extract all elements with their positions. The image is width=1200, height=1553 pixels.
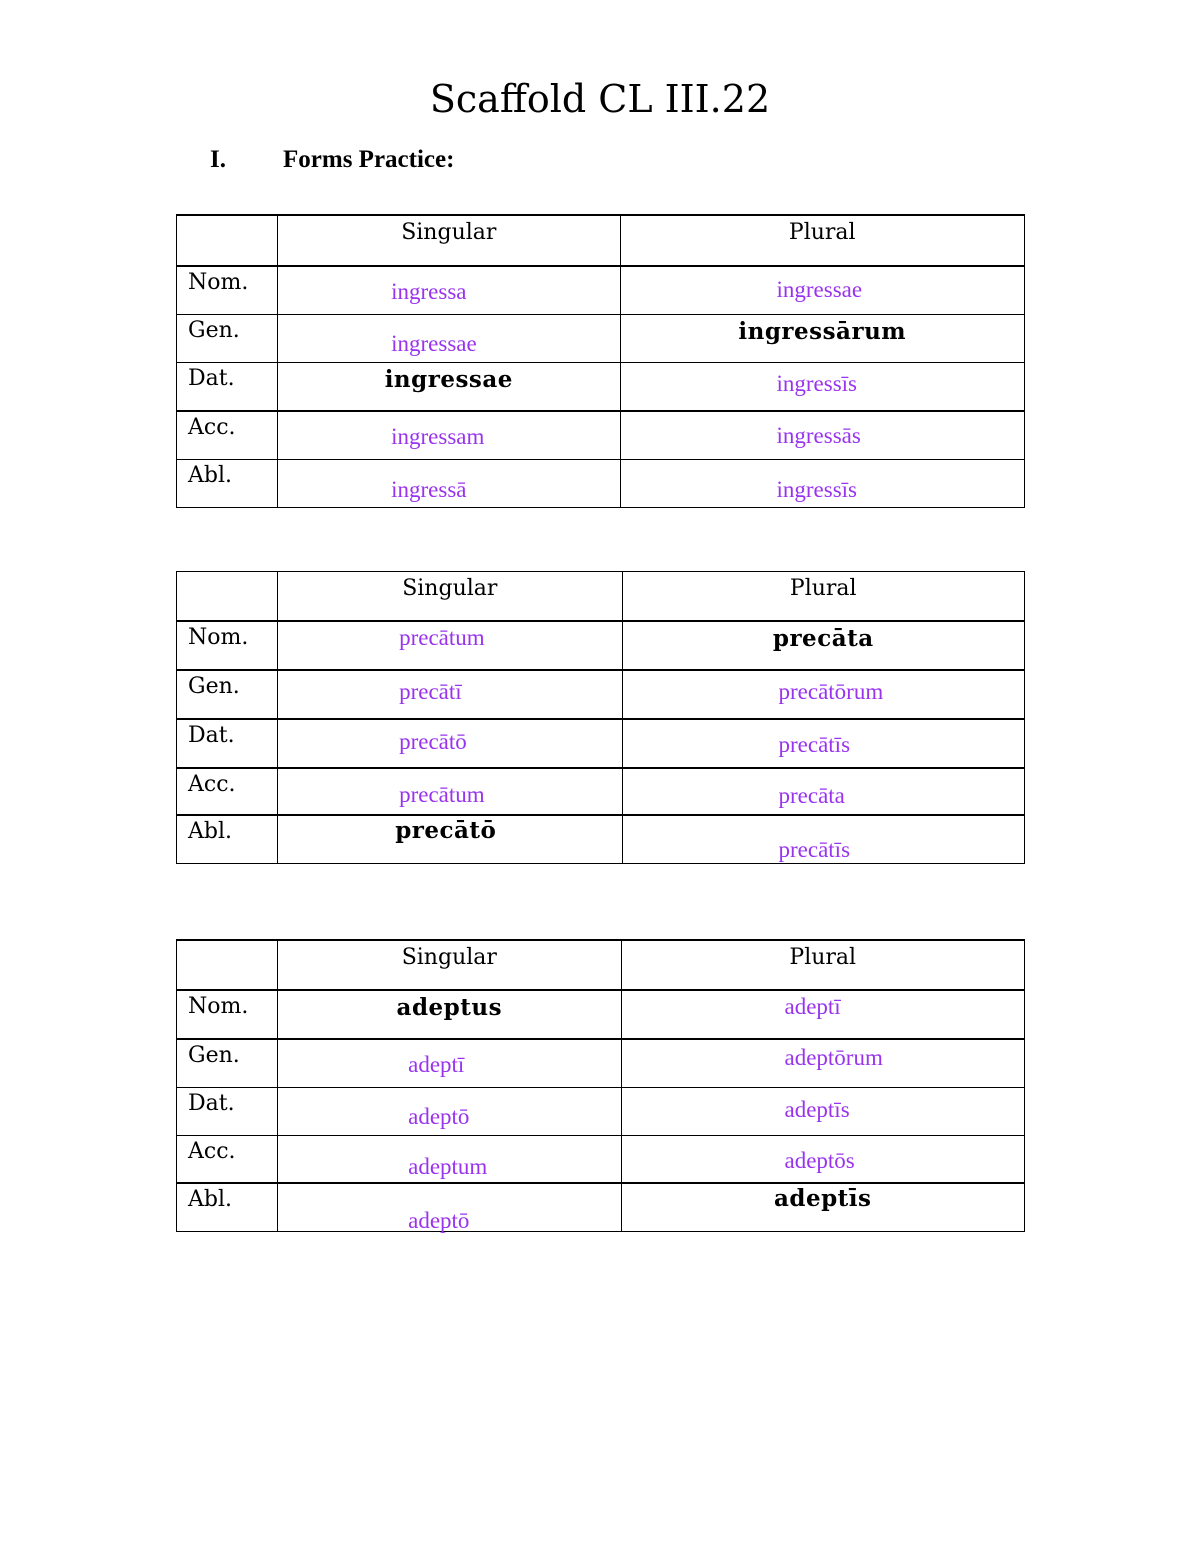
header-singular: Singular: [401, 220, 497, 245]
given-form: adeptus: [396, 994, 503, 1021]
table-row: [177, 1088, 1025, 1136]
form-cell: [278, 1039, 621, 1088]
section-numeral: I.: [210, 146, 226, 173]
header-plural: Plural: [788, 220, 856, 245]
case-label: Abl.: [188, 1187, 232, 1212]
form-cell: [278, 990, 621, 1039]
answer-form: adeptō: [408, 1208, 470, 1233]
given-form: ingressārum: [738, 318, 907, 345]
case-label: Abl.: [188, 463, 232, 488]
given-form: adeptīs: [773, 1185, 872, 1212]
page-title: Scaffold CL III.22: [429, 77, 771, 121]
form-cell: [278, 363, 620, 412]
case-cell: [177, 1183, 278, 1232]
answer-form: precātum: [399, 782, 485, 807]
case-cell: [177, 768, 278, 815]
form-cell: [278, 460, 620, 508]
form-cell: [278, 621, 622, 670]
case-label: Acc.: [188, 772, 236, 797]
answer-form: precātōrum: [778, 679, 884, 704]
form-cell: [278, 1088, 621, 1136]
answer-form: adeptī: [784, 994, 841, 1019]
answer-form: adeptō: [408, 1104, 470, 1129]
answer-form: ingressās: [776, 423, 861, 448]
table-row: [177, 719, 1025, 768]
answer-form: precātīs: [778, 837, 851, 862]
case-label: Dat.: [188, 723, 235, 748]
case-cell: [177, 1039, 278, 1088]
form-cell: [620, 411, 1025, 460]
answer-form: precāta: [778, 783, 845, 808]
header-cell: [278, 572, 622, 622]
header-cell: [622, 572, 1025, 622]
given-form: precātō: [395, 817, 497, 844]
table-header-row: [177, 940, 1025, 990]
answer-form: precātō: [399, 729, 467, 754]
case-cell: [177, 363, 278, 412]
form-cell: [622, 621, 1025, 670]
case-cell: [177, 315, 278, 363]
answer-form: adeptīs: [784, 1097, 850, 1122]
header-plural: Plural: [789, 945, 857, 970]
header-cell: [278, 215, 620, 266]
case-label: Abl.: [188, 819, 232, 844]
form-cell: [622, 815, 1025, 864]
case-cell: [177, 815, 278, 864]
table-row: [177, 670, 1025, 719]
answer-form: ingressam: [391, 424, 485, 449]
table-header-row: [177, 215, 1025, 266]
table-row: [177, 411, 1025, 460]
case-label: Acc.: [188, 1139, 236, 1164]
case-cell: [177, 621, 278, 670]
answer-form: ingressa: [391, 279, 467, 304]
case-label: Nom.: [188, 270, 249, 295]
form-cell: [622, 670, 1025, 719]
header-cell: [621, 940, 1025, 990]
header-empty-cell: [177, 572, 278, 622]
case-label: Dat.: [188, 1091, 235, 1116]
forms-table-adeptus: [176, 939, 1025, 1232]
table-row: [177, 621, 1025, 670]
case-cell: [177, 1136, 278, 1184]
table-row: [177, 990, 1025, 1039]
section-heading-text: Forms Practice:: [283, 146, 455, 173]
table-row: [177, 815, 1025, 864]
answer-form: ingressā: [391, 477, 467, 502]
case-label: Gen.: [188, 674, 240, 699]
answer-form: ingressīs: [776, 477, 857, 502]
form-cell: [278, 1136, 621, 1184]
form-cell: [621, 1039, 1025, 1088]
form-cell: [278, 315, 620, 363]
answer-form: ingressae: [776, 277, 863, 302]
case-cell: [177, 411, 278, 460]
answer-form: adeptōs: [784, 1148, 855, 1173]
case-label: Nom.: [188, 625, 249, 650]
table-row: [177, 1136, 1025, 1184]
case-label: Nom.: [188, 994, 249, 1019]
answer-form: precātī: [399, 679, 462, 704]
form-cell: [278, 719, 622, 768]
case-cell: [177, 266, 278, 315]
form-cell: [278, 1183, 621, 1232]
table-header-row: [177, 572, 1025, 622]
answer-form: precātīs: [778, 732, 851, 757]
answer-form: precātum: [399, 625, 485, 650]
case-label: Gen.: [188, 318, 240, 343]
case-label: Dat.: [188, 366, 235, 391]
forms-table-precatum: [176, 571, 1025, 864]
given-form: ingressae: [384, 366, 513, 393]
form-cell: [622, 719, 1025, 768]
given-form: precāta: [772, 625, 874, 652]
header-singular: Singular: [401, 945, 497, 970]
form-cell: [621, 1136, 1025, 1184]
form-cell: [621, 1183, 1025, 1232]
case-cell: [177, 670, 278, 719]
section-heading: [210, 145, 454, 175]
form-cell: [622, 768, 1025, 815]
form-cell: [278, 815, 622, 864]
case-cell: [177, 990, 278, 1039]
table-row: [177, 460, 1025, 508]
table-row: [177, 363, 1025, 412]
case-cell: [177, 719, 278, 768]
case-label: Gen.: [188, 1043, 240, 1068]
form-cell: [278, 411, 620, 460]
form-cell: [278, 266, 620, 315]
header-singular: Singular: [402, 576, 498, 601]
case-cell: [177, 1088, 278, 1136]
table-row: [177, 768, 1025, 815]
answer-form: adeptōrum: [784, 1045, 883, 1070]
form-cell: [278, 768, 622, 815]
header-cell: [278, 940, 621, 990]
form-cell: [620, 363, 1025, 412]
header-empty-cell: [177, 215, 278, 266]
forms-table-ingressa: [176, 214, 1025, 508]
header-plural: Plural: [789, 576, 857, 601]
form-cell: [278, 670, 622, 719]
table-row: [177, 266, 1025, 315]
case-label: Acc.: [188, 415, 236, 440]
answer-form: ingressīs: [776, 371, 857, 396]
header-empty-cell: [177, 940, 278, 990]
table-row: [177, 315, 1025, 363]
table-row: [177, 1183, 1025, 1232]
header-cell: [620, 215, 1025, 266]
form-cell: [620, 315, 1025, 363]
answer-form: adeptum: [408, 1154, 488, 1179]
answer-form: adeptī: [408, 1052, 465, 1077]
form-cell: [621, 1088, 1025, 1136]
answer-form: ingressae: [391, 331, 477, 356]
table-row: [177, 1039, 1025, 1088]
form-cell: [620, 266, 1025, 315]
form-cell: [620, 460, 1025, 508]
form-cell: [621, 990, 1025, 1039]
case-cell: [177, 460, 278, 508]
